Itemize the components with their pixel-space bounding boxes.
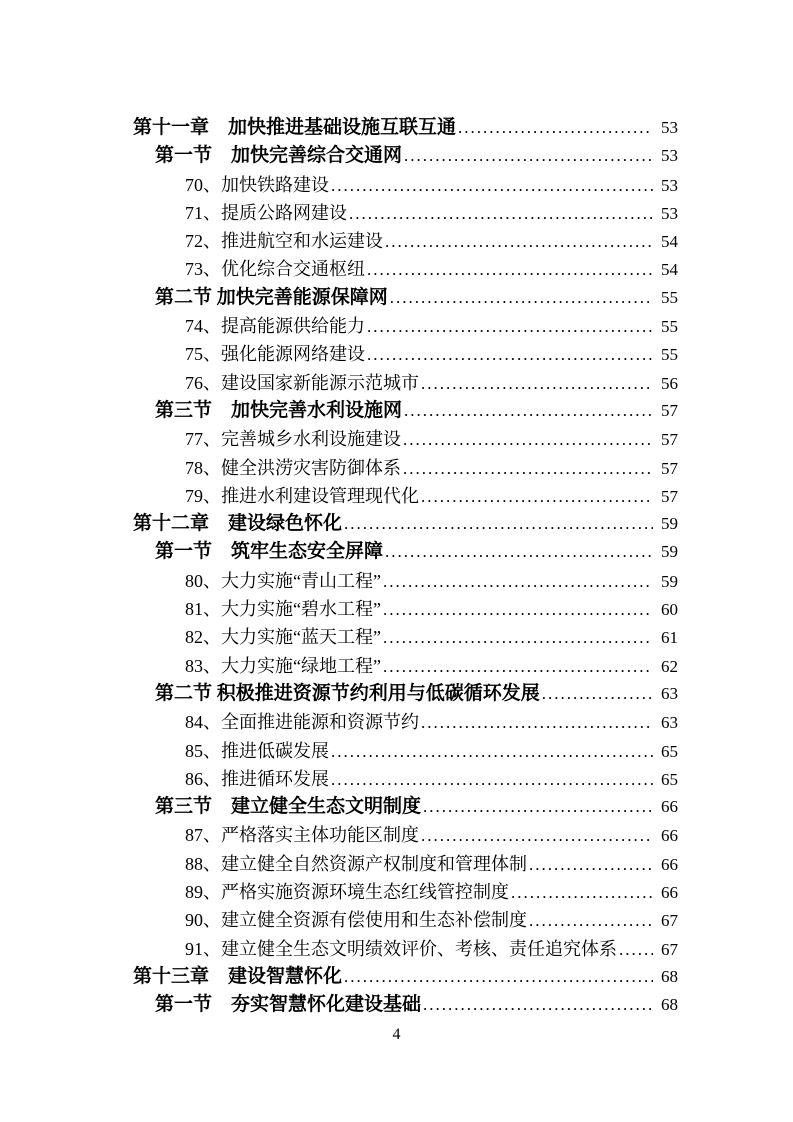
toc-entry (185, 708, 678, 736)
toc-entry-page: 55 (661, 345, 678, 365)
toc-entry-page: 56 (661, 373, 678, 393)
toc-entry-title: 第二节 积极推进资源节约利用与低碳循环发展 (155, 682, 540, 704)
toc-entry (185, 850, 678, 878)
toc-entry-title: 80、大力实施“青山工程” (185, 570, 381, 591)
toc-entry-page: 66 (661, 826, 678, 846)
toc-entry-title: 第一节 加快完善综合交通网 (155, 145, 403, 167)
toc-entry-page: 59 (661, 514, 678, 534)
toc-entry (133, 963, 678, 991)
toc-entry-title: 77、完善城乡水利设施建设 (185, 429, 401, 450)
toc-entry (155, 680, 678, 708)
toc-entry-page: 62 (661, 656, 678, 676)
toc-entry-title: 第十三章 建设智慧怀化 (133, 965, 343, 987)
toc-entry-page: 68 (661, 966, 678, 986)
toc-entry (185, 821, 678, 849)
toc-entry (185, 227, 678, 255)
toc-entry (185, 425, 678, 453)
toc-entry-title: 73、优化综合交通枢纽 (185, 259, 365, 280)
toc-entry-page: 53 (661, 146, 678, 166)
toc-entry-page: 55 (661, 287, 678, 307)
toc-entry-title: 第一节 夯实智慧怀化建设基础 (155, 994, 422, 1016)
toc-entry-title: 81、大力实施“碧水工程” (185, 599, 381, 620)
toc-entry-page: 59 (661, 571, 678, 591)
toc-dot-leader (423, 793, 653, 821)
toc-entry-title: 85、推进低碳发展 (185, 740, 329, 761)
toc-entry-title: 90、建立健全资源有偿使用和生态补偿制度 (185, 910, 527, 931)
toc-dot-leader (542, 680, 653, 708)
toc-entry (155, 538, 678, 566)
toc-entry-page: 57 (661, 430, 678, 450)
toc-entry-page: 54 (661, 260, 678, 280)
toc-dot-leader (619, 936, 653, 964)
toc-dot-leader (423, 991, 653, 1019)
toc-entry-page: 66 (661, 797, 678, 817)
toc-entry-page: 68 (661, 995, 678, 1015)
toc-dot-leader (385, 538, 653, 566)
toc-dot-leader (529, 907, 653, 935)
toc-entry-title: 78、健全洪涝灾害防御体系 (185, 457, 401, 478)
toc-entry (185, 199, 678, 227)
toc-dot-leader (331, 766, 653, 794)
toc-entry-title: 74、提高能源供给能力 (185, 316, 365, 337)
toc-dot-leader (344, 510, 653, 538)
toc-entry-title: 第三节 加快完善水利设施网 (155, 399, 403, 421)
toc-entry (185, 567, 678, 595)
toc-entry-page: 57 (661, 486, 678, 506)
toc-entry-title: 75、强化能源网络建设 (185, 344, 365, 365)
toc-entry-page: 57 (661, 458, 678, 478)
toc-entry-title: 第二节 加快完善能源保障网 (155, 286, 388, 308)
toc-entry (185, 255, 678, 283)
toc-entry-title: 第十一章 加快推进基础设施互联互通 (133, 117, 457, 138)
toc-entry-title: 87、严格落实主体功能区制度 (185, 825, 419, 846)
toc-entry-page: 63 (661, 713, 678, 733)
toc-entry (185, 454, 678, 482)
toc-entry-title: 82、大力实施“蓝天工程” (185, 627, 381, 648)
toc-entry-page: 66 (661, 883, 678, 903)
toc-entry-title: 89、严格实施资源环境生态红线管控制度 (185, 882, 509, 903)
toc-dot-leader (390, 284, 653, 312)
toc-dot-leader (421, 822, 653, 850)
toc-entry (155, 991, 678, 1019)
toc-dot-leader (404, 142, 653, 170)
toc-entry-page: 53 (661, 175, 678, 195)
toc-entry (185, 595, 678, 623)
toc-entry-title: 第一节 筑牢生态安全屏障 (155, 541, 384, 563)
toc-entry-page: 63 (661, 683, 678, 703)
toc-entry (185, 737, 678, 765)
toc-entry-page: 66 (661, 854, 678, 874)
toc-entry-page: 67 (661, 911, 678, 931)
toc-entry (185, 312, 678, 340)
toc-dot-leader (421, 370, 653, 398)
toc-entry (155, 793, 678, 821)
toc-dot-leader (331, 738, 653, 766)
toc-dot-leader (349, 200, 653, 228)
toc-entry (155, 142, 678, 170)
toc-dot-leader (383, 653, 653, 681)
toc-entry (185, 935, 678, 963)
toc-entry (185, 340, 678, 368)
toc-dot-leader (367, 341, 653, 369)
toc-entry-page: 67 (661, 939, 678, 959)
toc-dot-leader (367, 256, 653, 284)
toc-dot-leader (383, 596, 653, 624)
toc-entry-page: 61 (661, 628, 678, 648)
toc-dot-leader (367, 313, 653, 341)
toc-entry (185, 482, 678, 510)
toc-dot-leader (383, 624, 653, 652)
toc-dot-leader (404, 397, 653, 425)
toc-entry (185, 906, 678, 934)
toc-entry-page: 53 (661, 203, 678, 223)
toc-dot-leader (458, 114, 653, 142)
page-footer (0, 1026, 793, 1044)
toc-entry (185, 652, 678, 680)
toc-dot-leader (421, 483, 653, 511)
toc-entry (133, 114, 678, 142)
toc-entry-page: 55 (661, 317, 678, 337)
toc-entry (185, 765, 678, 793)
toc-entry-page: 65 (661, 741, 678, 761)
toc-dot-leader (529, 851, 653, 879)
toc-entry-title: 88、建立健全自然资源产权制度和管理体制 (185, 853, 527, 874)
toc-entry-title: 84、全面推进能源和资源节约 (185, 712, 419, 733)
toc-entry-page: 60 (661, 600, 678, 620)
footer-page-number: 4 (392, 1026, 401, 1043)
toc-dot-leader (331, 172, 653, 200)
toc-entry-title: 91、建立健全生态文明绩效评价、考核、责任追究体系 (185, 938, 617, 959)
toc-dot-leader (511, 879, 653, 907)
toc-entry (185, 623, 678, 651)
toc-entry-title: 83、大力实施“绿地工程” (185, 655, 381, 676)
toc-dot-leader (344, 963, 653, 991)
toc-entry-title: 第十二章 建设绿色怀化 (133, 513, 343, 535)
toc-dot-leader (403, 426, 653, 454)
toc-entry-page: 57 (661, 400, 678, 420)
table-of-contents (133, 114, 678, 1020)
toc-entry-page: 54 (661, 232, 678, 252)
toc-entry-title: 79、推进水利建设管理现代化 (185, 485, 419, 506)
toc-entry (155, 397, 678, 425)
toc-dot-leader (383, 568, 653, 596)
toc-entry-title: 72、推进航空和水运建设 (185, 231, 383, 252)
toc-entry-page: 59 (661, 542, 678, 562)
toc-entry (155, 284, 678, 312)
toc-entry-title: 70、加快铁路建设 (185, 174, 329, 195)
toc-entry-title: 第三节 建立健全生态文明制度 (155, 796, 422, 818)
toc-entry (133, 510, 678, 538)
toc-entry-page: 65 (661, 769, 678, 789)
toc-dot-leader (421, 709, 653, 737)
toc-dot-leader (385, 228, 653, 256)
toc-entry-title: 76、建设国家新能源示范城市 (185, 372, 419, 393)
toc-entry (185, 171, 678, 199)
toc-entry (185, 878, 678, 906)
toc-entry (185, 369, 678, 397)
toc-entry-page: 53 (661, 118, 678, 137)
toc-entry-title: 86、推进循环发展 (185, 768, 329, 789)
toc-entry-title: 71、提质公路网建设 (185, 202, 347, 223)
toc-dot-leader (403, 455, 653, 483)
